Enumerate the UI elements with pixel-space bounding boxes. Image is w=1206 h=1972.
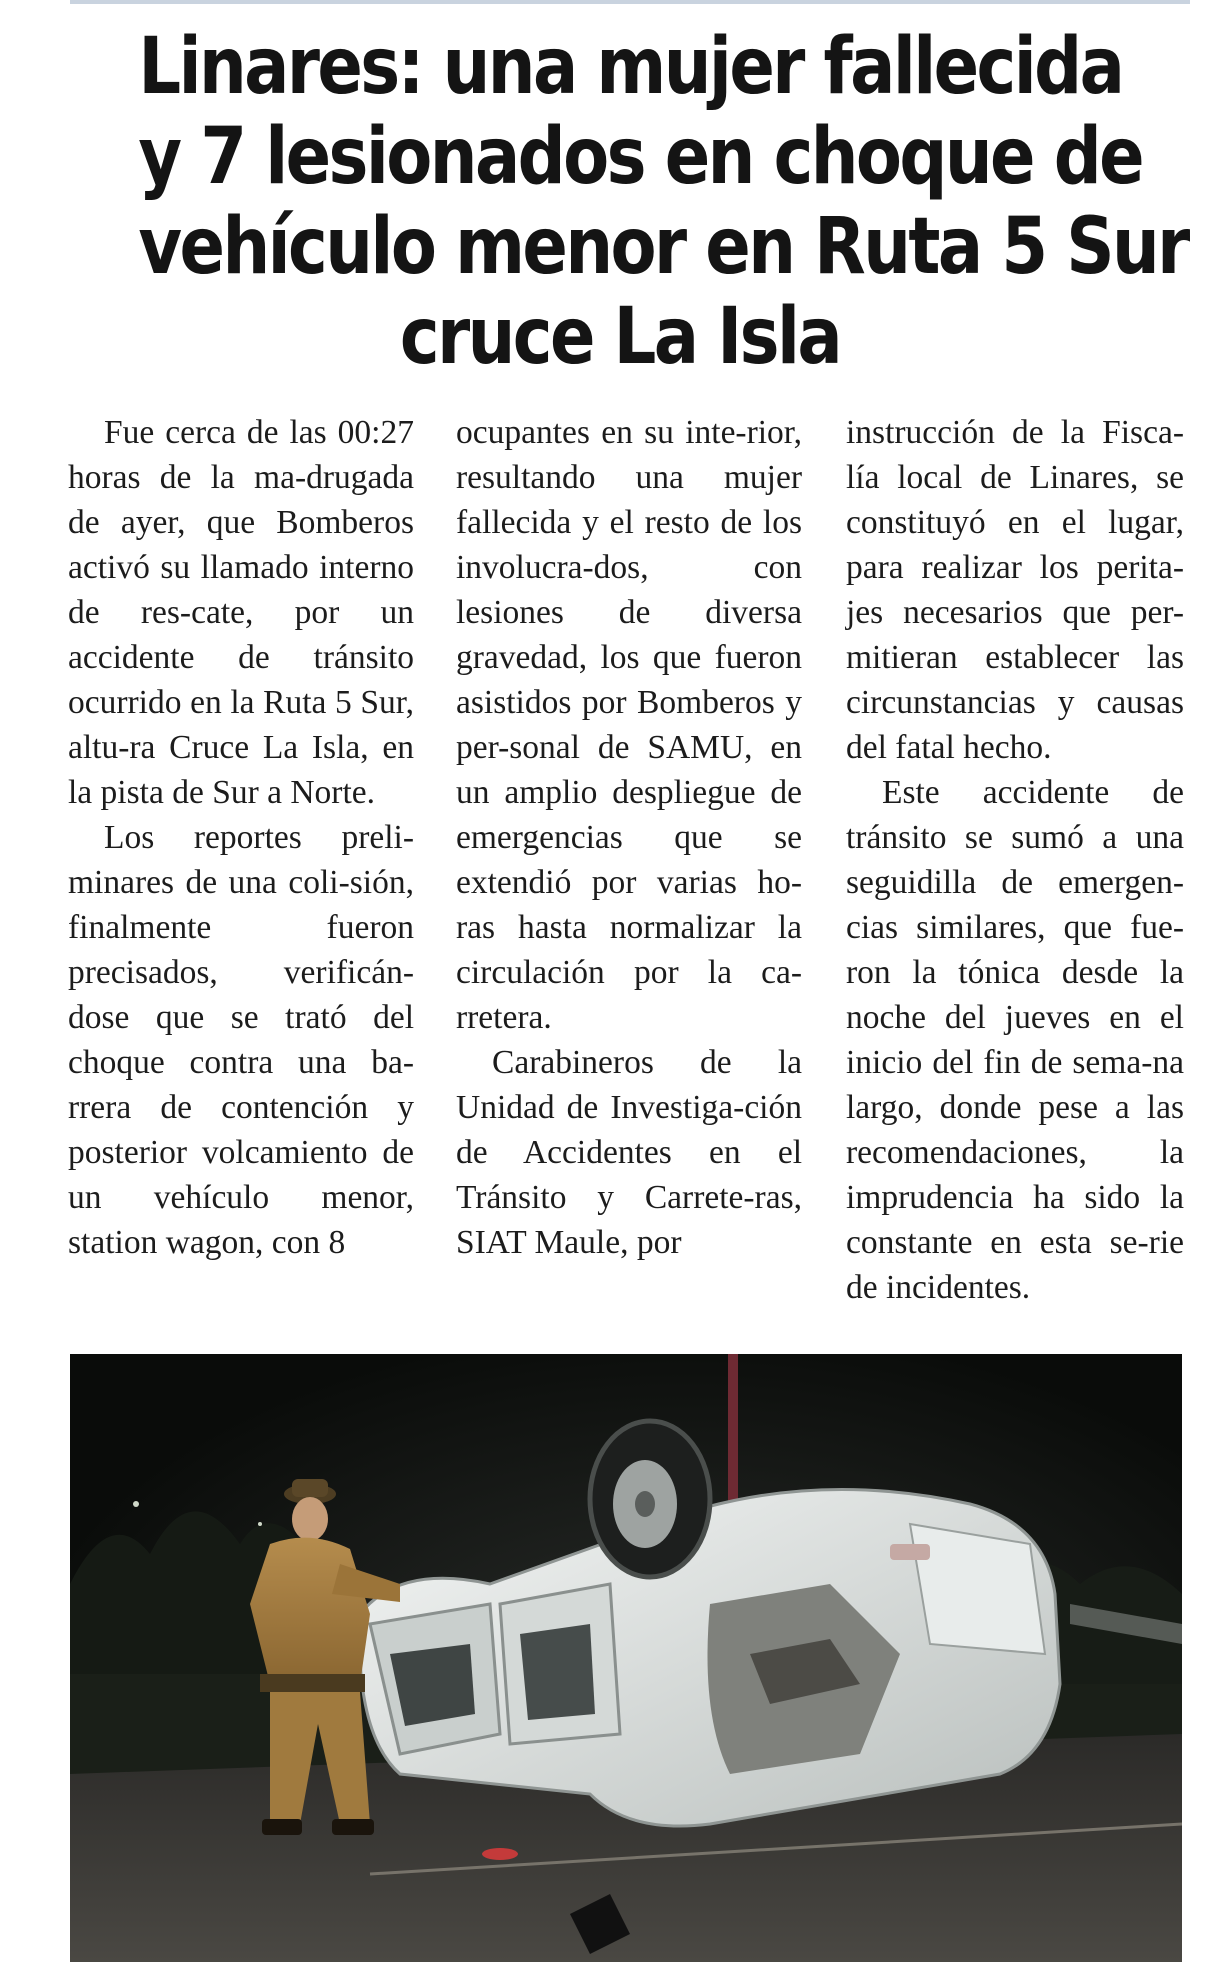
top-rule — [70, 0, 1190, 4]
car-window — [520, 1624, 595, 1720]
rear-panel — [910, 1524, 1045, 1654]
paragraph: Los reportes preli-minares de una coli-sión, finalmente fueron precisados, verificán-dose que se trató del choque contra una ba-rrera de contención y posterior volcamiento de un vehículo menor, station wagon, con 8 — [68, 819, 414, 1261]
headline-line: cruce La Isla — [399, 292, 841, 382]
column-3 — [846, 410, 1184, 1310]
paragraph: Carabineros de la Unidad de Investiga-ción de Accidentes en el Tránsito y Carrete-ras, SIAT Maule, por — [456, 1044, 802, 1261]
distant-light — [258, 1522, 262, 1526]
debris — [482, 1848, 518, 1860]
utility-pole — [728, 1354, 738, 1524]
headline-line: Linares: una mujer fallecida — [138, 22, 1123, 112]
paragraph: instrucción de la Fisca-lía local de Linares, se constituyó en el lugar, para realizar los perita-jes necesarios que per-mitieran establecer las circunstancias y causas del fatal hecho. — [846, 414, 1184, 766]
distant-light — [133, 1501, 139, 1507]
article-body — [68, 410, 1184, 1310]
column-2 — [456, 410, 802, 1265]
paragraph: Este accidente de tránsito se sumó a una seguidilla de emergen-cias similares, que fue-ron la tónica desde la noche del jueves en el inicio del fin de sema-na largo, donde pese a las recomendaciones, la imprudencia ha sido la constante en esta se-rie de incidentes. — [846, 774, 1184, 1306]
overturned-car-photo — [70, 1354, 1182, 1962]
accident-photo — [70, 1354, 1182, 1962]
tail-light — [890, 1544, 930, 1560]
paragraph: Fue cerca de las 00:27 horas de la ma-drugada de ayer, que Bomberos activó su llamado interno de res-cate, por un accidente de tránsito ocurrido en la Ruta 5 Sur, altu-ra Cruce La Isla, en la pista de Sur a Norte. — [68, 414, 414, 811]
headline-line: y 7 lesionados en choque de — [138, 112, 1143, 202]
headline-line: vehículo menor en Ruta 5 Sur — [138, 202, 1188, 292]
paragraph: ocupantes en su inte-rior, resultando una mujer fallecida y el resto de los involucra-dos, con lesiones de diversa gravedad, los que fueron asistidos por Bomberos y per-sonal de SAMU, en un amplio despliegue de emergencias que se extendió por varias ho-ras hasta normalizar la circulación por la ca-rretera. — [456, 414, 802, 1036]
column-1 — [68, 410, 414, 1265]
wheel-hub — [635, 1491, 655, 1517]
headline — [138, 22, 1188, 382]
car-window — [390, 1644, 475, 1726]
